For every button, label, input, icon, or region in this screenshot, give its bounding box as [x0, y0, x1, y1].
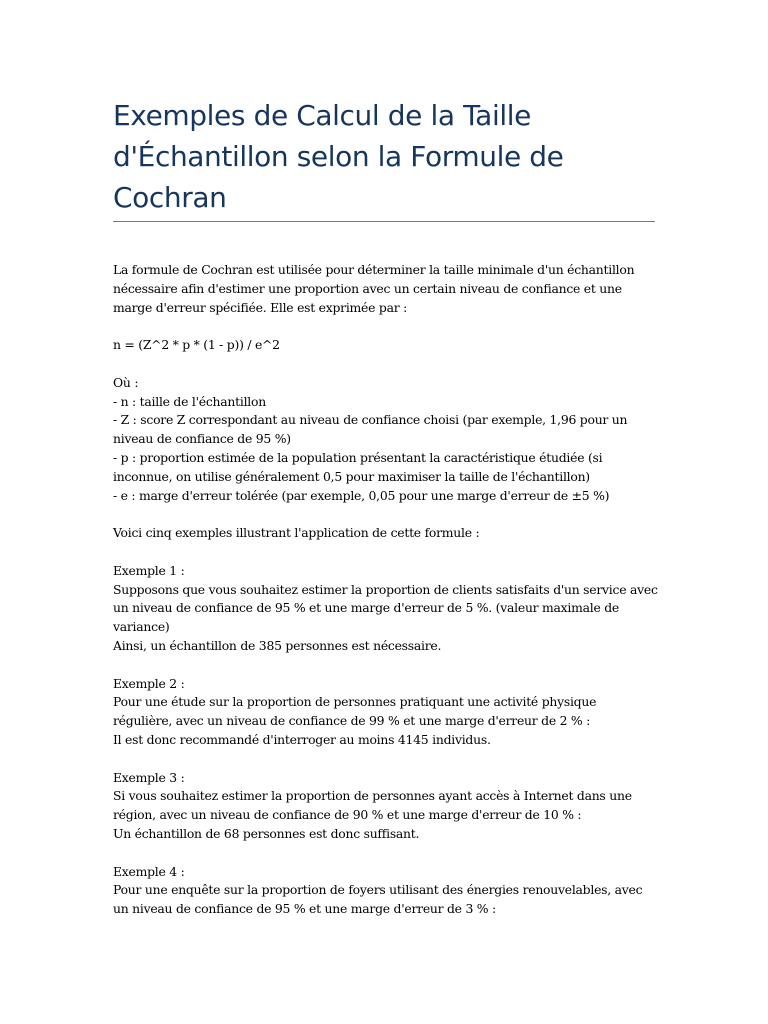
document-title: Exemples de Calcul de la Taille d'Échantillon selon la Formule de Cochran: [113, 99, 564, 214]
definitions-paragraph: Où : - n : taille de l'échantillon - Z : score Z correspondant au niveau de confiance choisi (par exemple, 1,96 pour un niveau de confiance de 95 %) - p : proportion estimée de la population présentant la caractéristique étudiée (si inconnue, on utilise généralement 0,5 pour maximiser la taille de l'échantillon) - e : marge d'erreur tolérée (par exemple, 0,05 pour une marge d'erreur de ±5 %): [113, 374, 628, 503]
document-body: [113, 261, 658, 938]
examples-intro-paragraph: Voici cinq exemples illustrant l'application de cette formule :: [113, 525, 480, 541]
intro-paragraph: La formule de Cochran est utilisée pour déterminer la taille minimale d'un échantillon nécessaire afin d'estimer une proportion avec un certain niveau de confiance et une marge d'erreur spécifiée. Elle est exprimée par :: [113, 262, 635, 315]
example-1-paragraph: Exemple 1 : Supposons que vous souhaitez estimer la proportion de clients satisfaits d'un service avec un niveau de confiance de 95 % et une marge d'erreur de 5 %. (valeur maximale de variance) Ainsi, un échantillon de 385 personnes est nécessaire.: [113, 562, 658, 653]
example-2-paragraph: Exemple 2 : Pour une étude sur la proportion de personnes pratiquant une activité physique régulière, avec un niveau de confiance de 99 % et une marge d'erreur de 2 % : Il est donc recommandé d'interroger au moins 4145 individus.: [113, 675, 597, 747]
title-divider: [113, 221, 655, 222]
formula-paragraph: n = (Z^2 * p * (1 - p)) / e^2: [113, 337, 280, 353]
example-4-paragraph: Exemple 4 : Pour une enquête sur la proportion de foyers utilisant des énergies renouvelables, avec un niveau de confiance de 95 % et une marge d'erreur de 3 % :: [113, 863, 643, 917]
example-3-paragraph: Exemple 3 : Si vous souhaitez estimer la proportion de personnes ayant accès à Internet dans une région, avec un niveau de confiance de 90 % et une marge d'erreur de 10 % : Un échantillon de 68 personnes est donc suffisant.: [113, 769, 632, 841]
